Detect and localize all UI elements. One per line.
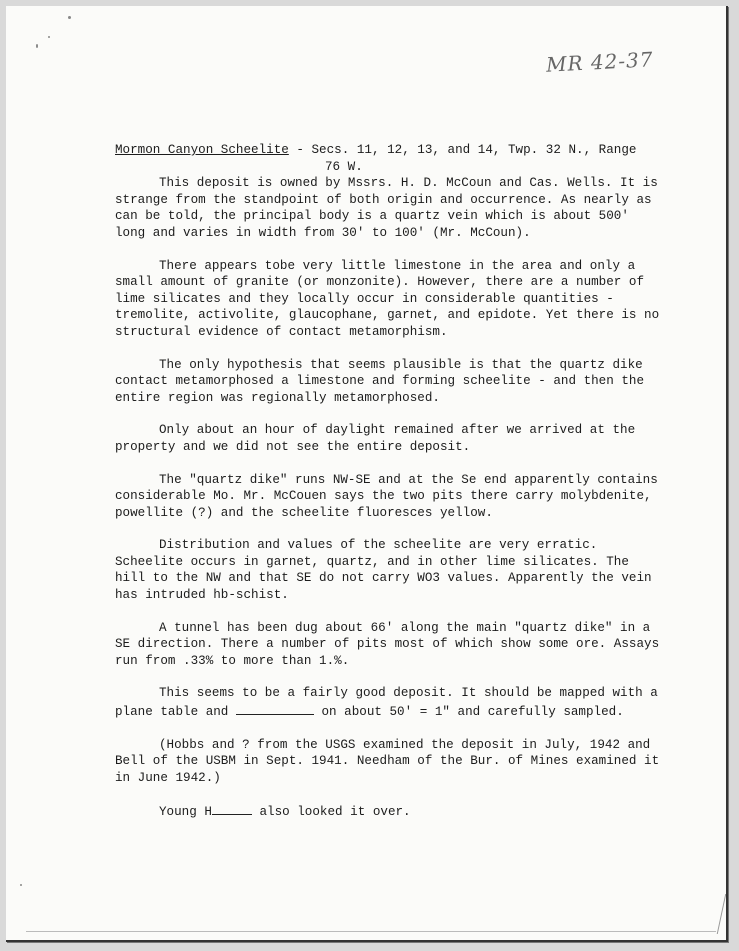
paragraph-tunnel: A tunnel has been dug about 66' along the main "quartz dike" in a SE direction. There a number of pits most of which show some ore. Assays run from .33% to more than 1.%.	[115, 620, 660, 668]
paragraph-examinations: (Hobbs and ? from the USGS examined the deposit in July, 1942 and Bell of the USBM in Sept. 1941. Needham of the Bur. of Mines examined it in June 1942.)	[115, 737, 660, 785]
paragraph-ownership: This deposit is owned by Mssrs. H. D. McCoun and Cas. Wells. It is strange from the standpoint of both origin and occurrence. As nearly as can be told, the principal body is a quartz vein which is about 500' long and varies in width from 30' to 100' (Mr. McCoun).	[115, 176, 658, 240]
paragraph-geology: There appears tobe very little limestone in the area and only a small amount of granite (or monzonite). However, there are a number of lime silicates and they locally occur in considerable quantities - tremolite, activolite, glaucophane, garnet, and epidote. Yet there is no structural evidence of contact metamorphism.	[115, 258, 660, 339]
paragraph-assessment	[115, 685, 663, 720]
document-page	[6, 6, 728, 942]
document-id-handwritten: MR 42-37	[545, 47, 655, 77]
scan-speck	[68, 16, 71, 19]
heading-range: 76 W.	[325, 159, 363, 174]
scan-speck	[20, 884, 22, 886]
scan-edge-mark	[711, 894, 727, 934]
document-body	[115, 142, 663, 837]
paragraph-distribution: Distribution and values of the scheelite are very erratic. Scheelite occurs in garnet, quartz, and in other lime silicates. The hill to the NW and that SE do not carry WO3 values. Apparently the vein has intruded hb-schist.	[115, 538, 652, 603]
scan-speck	[36, 44, 38, 48]
paragraph-visit: Only about an hour of daylight remained after we arrived at the property and we did not see the entire deposit.	[115, 423, 636, 454]
scan-speck	[48, 36, 50, 38]
signoff-text-before: Young H	[159, 805, 212, 820]
signoff-text-after: also looked it over.	[251, 805, 411, 820]
paragraph-signoff	[115, 802, 663, 821]
assessment-text-after: on about 50' = 1" and carefully sampled.	[313, 705, 624, 720]
assessment-text-before: This seems to be a fairly good deposit. It should be mapped with a plane table and	[115, 686, 658, 720]
heading-location: - Secs. 11, 12, 13, and 14, Twp. 32 N., Range	[288, 143, 637, 157]
heading-title: Mormon Canyon Scheelite	[115, 143, 289, 157]
paragraph-hypothesis: The only hypothesis that seems plausible is that the quartz dike contact metamorphosed a limestone and forming scheelite - and then the entire region was regionally metamorphosed.	[115, 357, 645, 405]
scan-edge-line	[26, 931, 716, 932]
paragraph-quartz-dike: The "quartz dike" runs NW-SE and at the Se end apparently contains considerable Mo. Mr. McCouen says the two pits there carry molybdenite, powellite (?) and the scheelite fluoresces yellow.	[115, 472, 658, 520]
document-heading	[115, 142, 663, 175]
blank-line	[212, 802, 252, 815]
blank-line	[236, 702, 314, 715]
